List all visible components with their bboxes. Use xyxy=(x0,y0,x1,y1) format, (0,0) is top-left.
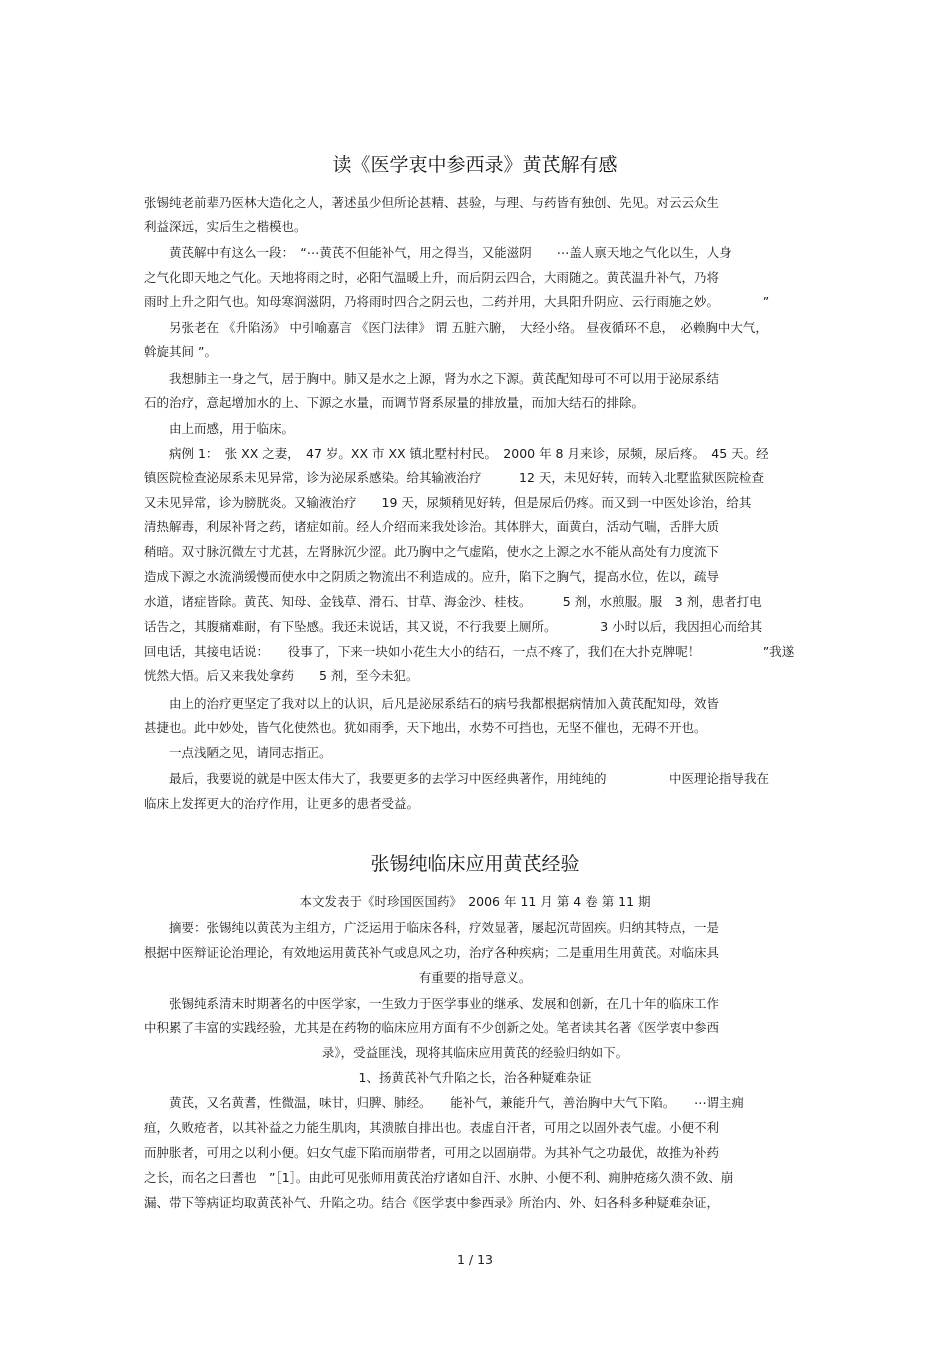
article1-line: 回电话，其接电话说： 役事了，下来一块如小花生大小的结石，一点不疼了，我们在大扑克牌呢！ ”我遂 xyxy=(144,644,795,659)
article1-line: 话告之，其腹痛难耐，有下坠感。我还未说话，其又说，不行我要上厕所。 3 小时以后，我因担心而给其 xyxy=(144,619,763,634)
article2-line: 漏、带下等病证均取黄芪补气、升陷之功。结合《医学衷中参西录》所治内、外、妇各科多种疑难杂证， xyxy=(144,1195,720,1210)
article1-line: 镇医院检查泌尿系未见异常，诊为泌尿系感染。给其输液治疗 12 天，未见好转，而转入北墅监狱医院检查 xyxy=(144,470,764,485)
article2-source: 本文发表于《时珍国医国药》 2006 年 11 月 第 4 卷 第 11 期 xyxy=(299,894,651,909)
article2-line: 摘要：张锡纯以黄芪为主组方，广泛运用于临床各科，疗效显著，屡起沉苛固疾。归纳其特点，一是 xyxy=(144,920,720,935)
article1-line: 我想肺主一身之气，居于胸中。肺又是水之上源，肾为水之下源。黄芪配知母可不可以用于泌尿系结 xyxy=(144,371,720,386)
article1-line: 清热解毒，利尿补肾之药，诸症如前。经人介绍而来我处诊治。其体胖大，面黄白，活动气喘，舌胖大质 xyxy=(144,519,720,534)
article1-line: 雨时上升之阳气也。知母寒润滋阴，乃将雨时四合之阴云也，二药并用，大具阳升阴应、云行雨施之妙。 ” xyxy=(144,294,770,309)
article2-line: 张锡纯系清末时期著名的中医学家，一生致力于医学事业的继承、发展和创新，在几十年的临床工作 xyxy=(144,996,720,1011)
article2-line: 根据中医辩证论治理论，有效地运用黄芪补气或息风之功，治疗各种疾病；二是重用生用黄芪。对临床具 xyxy=(144,945,720,960)
article1-line: 稍暗。双寸脉沉微左寸尤甚，左肾脉沉少涩。此乃胸中之气虚陷，使水之上源之水不能从高处有力度流下 xyxy=(144,544,720,559)
article1-line: 斡旋其间 ”。 xyxy=(144,344,217,359)
article2-line: 疽，久败疮者，以其补益之力能生肌肉，其溃脓自排出也。表虚自汗者，可用之以固外表气虚。小便不利 xyxy=(144,1120,720,1135)
article1-line: 恍然大悟。后又来我处拿药 5 剂，至今未犯。 xyxy=(144,668,419,683)
article1-line: 甚捷也。此中妙处，皆气化使然也。犹如雨季，天下地出，水势不可挡也，无坚不催也，无碍不开也。 xyxy=(144,720,707,735)
article1-line: 另张老在 《升陷汤》 中引喻嘉言 《医门法律》 谓 五脏六腑， 大经小络。 昼夜循环不息， 必赖胸中大气， xyxy=(144,320,768,335)
article2-line: 中积累了丰富的实践经验，尤其是在药物的临床应用方面有不少创新之处。笔者读其名著《医学衷中参西 xyxy=(144,1020,720,1035)
article1-line: 临床上发挥更大的治疗作用，让更多的患者受益。 xyxy=(144,796,420,811)
article1-line: 黄芪解中有这么一段： “⋯黄芪不但能补气，用之得当，又能滋阴 ⋯盖人禀天地之气化以生，人身 xyxy=(144,245,732,260)
article1-line: 由上而感，用于临床。 xyxy=(144,421,295,436)
article1-line: 病例 1： 张 XX 之妻， 47 岁。XX 市 XX 镇北墅村村民。 2000 年 8 月来诊，尿频，尿后疼。 45 天。经 xyxy=(144,446,769,461)
article1-line: 造成下源之水流淌缓慢而使水中之阴质之物流出不利造成的。应升，陷下之胸气，提高水位，佐以，疏导 xyxy=(144,569,720,584)
article2-line: 之长，而名之曰耆也 ”［1］。由此可见张师用黄芪治疗诸如自汗、水肿、小便不利、痈肿疮疡久溃不敛、崩 xyxy=(144,1170,734,1185)
article1-line: 由上的治疗更坚定了我对以上的认识，后凡是泌尿系结石的病号我都根据病情加入黄芪配知母，效皆 xyxy=(144,696,720,711)
article1-line: 张锡纯老前辈乃医林大造化之人，著述虽少但所论甚精、甚验，与理、与药皆有独创、先见。对云云众生 xyxy=(144,195,720,210)
article1-line: 水道，诸症皆除。黄芪、知母、金钱草、滑石、甘草、海金沙、桂枝。 5 剂，水煎服。服 3 剂，患者打电 xyxy=(144,594,762,609)
article2-line: 而肿胀者，可用之以利小便。妇女气虚下陷而崩带者，可用之以固崩带。为其补气之功最优，故推为补药 xyxy=(144,1145,720,1160)
page-number: 1 / 13 xyxy=(456,1252,494,1267)
article2-section-heading: 1、扬黄芪补气升陷之长，治各种疑难杂证 xyxy=(358,1070,592,1085)
article1-line: 又未见异常，诊为膀胱炎。又输液治疗 19 天，尿频稍见好转，但是尿后仍疼。而又到一中医处诊治，给其 xyxy=(144,495,752,510)
article1-title: 读《医学衷中参西录》黄芪解有感 xyxy=(332,154,618,176)
article2-title: 张锡纯临床应用黄芪经验 xyxy=(370,853,580,875)
article1-line: 之气化即天地之气化。天地将雨之时，必阳气温暖上升，而后阴云四合，大雨随之。黄芪温升补气，乃将 xyxy=(144,270,720,285)
article1-line: 利益深远，实后生之楷模也。 xyxy=(144,219,307,234)
article2-line: 黄芪，又名黄耆，性微温，味甘，归脾、肺经。 能补气，兼能升气，善治胸中大气下陷。 ⋯谓主痈 xyxy=(144,1095,745,1110)
article1-line: 一点浅陋之见，请同志指正。 xyxy=(144,745,332,760)
article2-line: 有重要的指导意义。 xyxy=(418,970,532,985)
article1-line: 石的治疗，意起增加水的上、下源之水量，而调节肾系尿量的排放量，而加大结石的排除。 xyxy=(144,395,645,410)
article1-line: 最后，我要说的就是中医太伟大了，我要更多的去学习中医经典著作，用纯纯的 中医理论指导我在 xyxy=(144,771,770,786)
article2-line: 录》，受益匪浅，现将其临床应用黄芪的经验归纳如下。 xyxy=(321,1045,629,1060)
